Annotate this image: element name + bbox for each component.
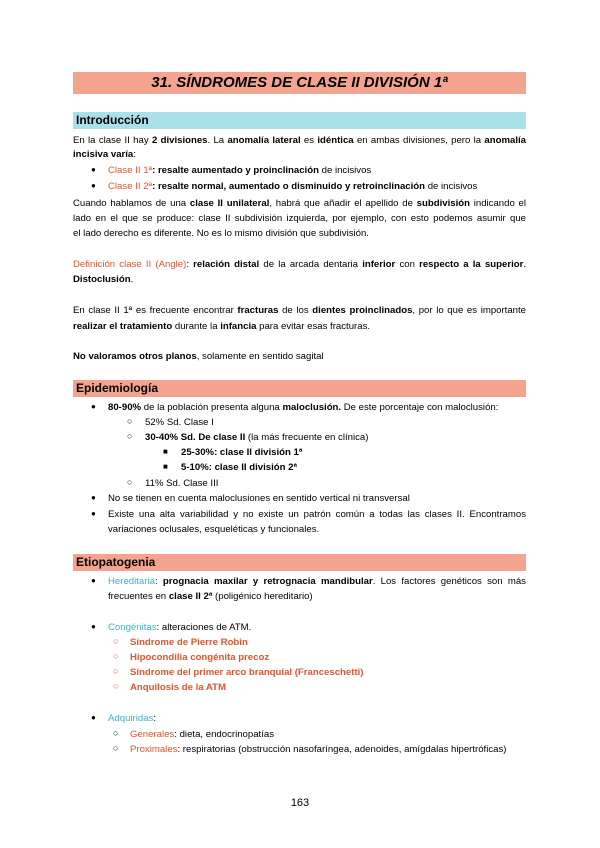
list-item-vertical-transversal: No se tienen en cuenta maloclusiones en sentido vertical ni transversal	[108, 493, 410, 504]
bullet-icon: ●	[91, 509, 96, 518]
list-item-adquiridas: Adquiridas:	[108, 713, 157, 724]
list-item-variability-line-1: Existe una alta variabilidad y no existe un patrón común a todas las clases II. Encontramos	[108, 509, 526, 520]
bullet-icon: ●	[91, 493, 96, 502]
list-item-prevalence: 80-90% de la población presenta alguna maloclusión. De este porcentaje con maloclusión:	[108, 402, 499, 413]
circle-bullet-icon: ○	[127, 416, 133, 426]
square-bullet-icon: ■	[163, 447, 168, 456]
list-item-hereditaria-line-2: frecuentes en clase II 2ª (poligénico hereditario)	[108, 591, 313, 602]
list-item-pierre-robin: Síndrome de Pierre Robin	[130, 637, 248, 648]
list-item-clase-ii: 30-40% Sd. De clase II (la más frecuente en clínica)	[145, 432, 369, 443]
list-item-anquilosis: Anquilosis de la ATM	[130, 682, 226, 693]
fracture-paragraph-line-1: En clase II 1ª es frecuente encontrar fracturas de los dientes proinclinados, por lo que es importante	[73, 305, 527, 316]
section-heading-introduccion: Introducción	[73, 112, 526, 129]
fracture-paragraph-line-2: realizar el tratamiento durante la infancia para evitar esas fracturas.	[73, 321, 371, 332]
list-item-clase-ii-1: Clase II 1ª: resalte aumentado y proinclinación de incisivos	[108, 165, 372, 176]
bullet-icon: ●	[91, 181, 96, 190]
bullet-icon: ●	[91, 713, 96, 722]
list-item-clase-i: 52% Sd. Clase I	[145, 417, 214, 428]
page-title: 31. SÍNDROMES DE CLASE II DIVISIÓN 1ª	[151, 74, 448, 91]
section-heading-etiopatogenia: Etiopatogenia	[73, 554, 526, 571]
circle-bullet-icon: ○	[113, 651, 119, 661]
list-item-congenitas: Congénitas: alteraciones de ATM.	[108, 622, 252, 633]
circle-bullet-icon: ○	[127, 431, 133, 441]
section-heading-epidemiologia: Epidemiología	[73, 380, 526, 397]
bullet-icon: ●	[91, 165, 96, 174]
page-number: 163	[290, 797, 310, 809]
list-item-variability-line-2: variaciones oclusales, esqueléticas y funcionales.	[108, 524, 320, 535]
intro-paragraph-line-2: incisiva varía:	[73, 149, 136, 160]
bullet-icon: ●	[91, 622, 96, 631]
circle-bullet-icon: ○	[113, 681, 119, 691]
list-item-generales: Generales: dieta, endocrinopatías	[130, 729, 275, 740]
circle-bullet-icon: ○	[113, 666, 119, 676]
list-item-franceschetti: Síndrome del primer arco branquial (Franceschetti)	[130, 667, 364, 678]
subdivision-paragraph-line-2: lado en el que se produce: clase II subdivisión izquierda, por ejemplo, con esto podemos asumir que	[73, 213, 526, 224]
list-item-division-2: 5-10%: clase II división 2ª	[181, 462, 298, 473]
planes-note: No valoramos otros planos, solamente en sentido sagital	[73, 351, 324, 362]
list-item-clase-ii-2: Clase II 2ª: resalte normal, aumentado o disminuido y retroinclinación de incisivos	[108, 181, 478, 192]
list-item-hereditaria-line-1: Hereditaria: prognacia maxilar y retrognacia mandibular. Los factores genéticos son más	[108, 576, 526, 587]
subdivision-paragraph-line-3: el lado derecho es diferente. No es lo mismo división que subdivisión.	[73, 228, 369, 239]
bullet-icon: ●	[91, 402, 96, 411]
square-bullet-icon: ■	[163, 462, 168, 471]
list-item-division-1: 25-30%: clase II división 1ª	[181, 447, 303, 458]
intro-paragraph-line-1: En la clase II hay 2 divisiones. La anomalía lateral es idéntica en ambas divisiones, pero la anomalía	[73, 135, 526, 146]
circle-bullet-icon: ○	[113, 728, 119, 738]
list-item-hipocondilia: Hipocondilia congénita precoz	[130, 652, 270, 663]
subdivision-paragraph-line-1: Cuando hablamos de una clase II unilateral, habrá que añadir el apellido de subdivisión indicando el	[73, 198, 527, 209]
definition-line-2: Distoclusión.	[73, 274, 134, 285]
list-item-proximales: Proximales: respiratorias (obstrucción nasofaríngea, adenoides, amígdalas hipertróficas)	[130, 744, 507, 755]
circle-bullet-icon: ○	[113, 743, 119, 753]
definition-line-1: Definición clase II (Angle): relación distal de la arcada dentaria inferior con respecto a la superior.	[73, 259, 526, 270]
circle-bullet-icon: ○	[127, 477, 133, 487]
bullet-icon: ●	[91, 576, 96, 585]
circle-bullet-icon: ○	[113, 636, 119, 646]
list-item-clase-iii: 11% Sd. Clase III	[145, 478, 219, 489]
